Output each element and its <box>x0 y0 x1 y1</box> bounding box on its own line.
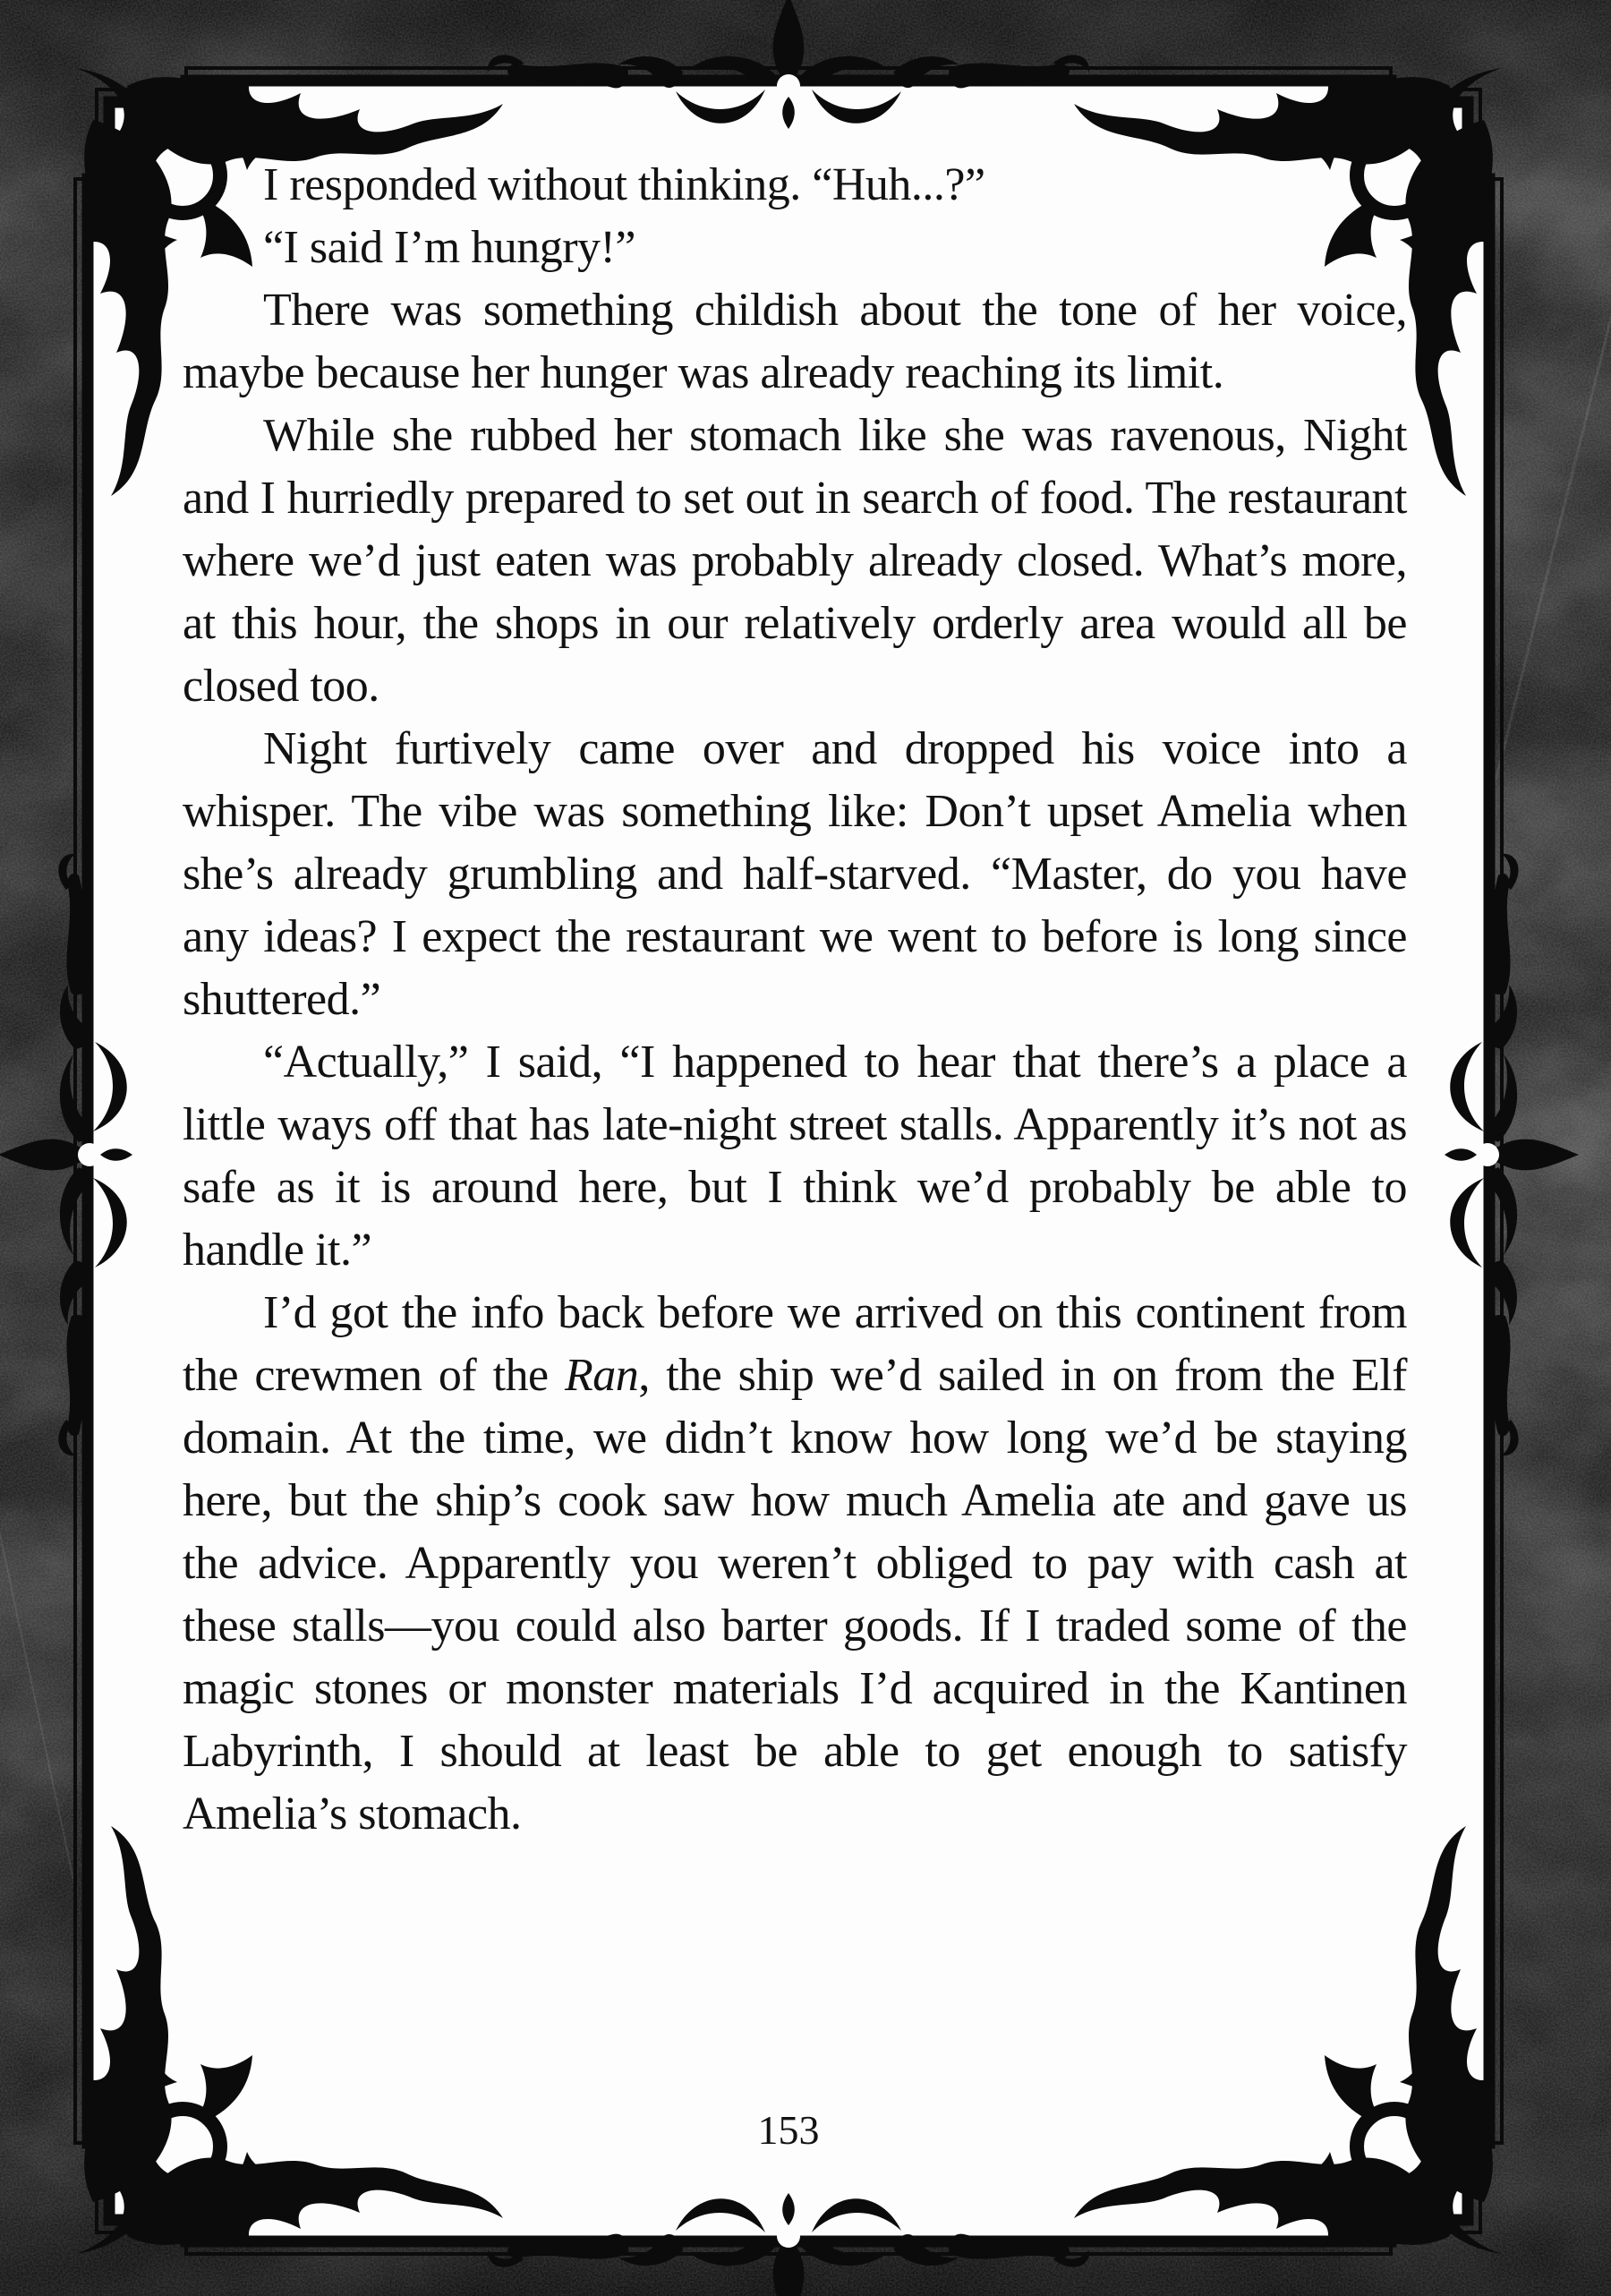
text-run: I responded without thinking. “Huh...?” <box>263 159 985 210</box>
text-run: “Actually,” I said, “I happened to hear that there’s a place a little ways off that has late-night street stalls. Apparently it’s not as safe as it is around here, but I think we’d probably be able to handle it.” <box>183 1037 1407 1276</box>
text-run: There was something childish about the tone of her voice, maybe because her hunger was already reaching its limit. <box>183 285 1407 398</box>
paragraph <box>183 1282 1407 1846</box>
paragraph <box>183 405 1407 718</box>
paragraph <box>183 217 1407 279</box>
paragraph <box>183 1031 1407 1282</box>
text-run: While she rubbed her stomach like she was ravenous, Night and I hurriedly prepared to set out in search of food. The restaurant where we’d just eaten was probably already closed. What’s more, at this hour, the shops in our relatively orderly area would all be closed too. <box>183 410 1407 712</box>
paragraph <box>183 279 1407 405</box>
text-run: Night furtively came over and dropped his voice into a whisper. The vibe was something like: Don’t upset Amelia when she’s already grumbling and half-starved. “Master, do you have any ideas? I expect the restaurant we went to before is long since shuttered.” <box>183 723 1407 1025</box>
text-run: I’d got the info back before we arrived on this continent from the crewmen of the <box>183 1287 1407 1401</box>
page-number: 153 <box>757 2107 820 2153</box>
text-run: , the ship we’d sailed in on from the Elf domain. At the time, we didn’t know how long we’d be staying here, but the ship’s cook saw how much Amelia ate and gave us the advice. Apparently you weren’t obliged to pay with cash at these stalls—you could also barter goods. If I traded some of the magic stones or monster materials I’d acquired in the Kantinen Labyrinth, I should at least be able to get enough to satisfy Amelia’s stomach. <box>183 1350 1407 1839</box>
paragraph <box>183 718 1407 1031</box>
text-run: Ran <box>565 1350 639 1401</box>
body-text <box>183 154 1407 1846</box>
paragraph <box>183 154 1407 217</box>
text-run: “I said I’m hungry!” <box>263 222 635 273</box>
